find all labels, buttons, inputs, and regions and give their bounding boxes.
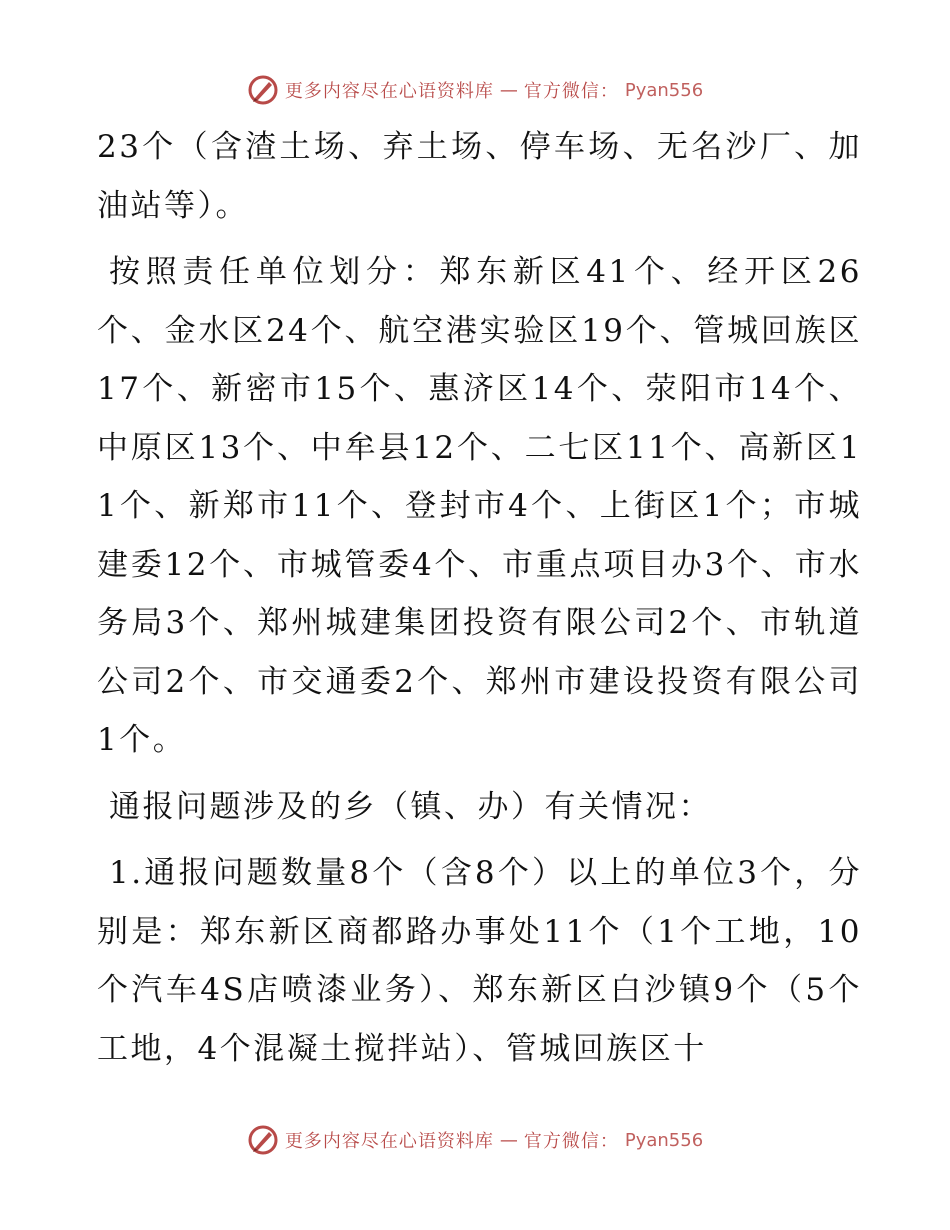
quill-logo-icon xyxy=(247,1124,279,1156)
watermark-text: 更多内容尽在心语资料库 xyxy=(284,81,494,102)
document-body xyxy=(97,118,862,1078)
paragraph-continuation: 23个（含渣土场、弃土场、停车场、无名沙厂、加油站等）。 xyxy=(97,129,862,224)
quill-logo-icon xyxy=(247,74,279,106)
paragraph-township-heading: 通报问题涉及的乡（镇、办）有关情况： xyxy=(109,788,712,825)
watermark-contact-label: 官方微信： xyxy=(523,1131,619,1152)
watermark-separator: — xyxy=(499,1129,518,1151)
watermark-contact-id: Pyan556 xyxy=(624,79,704,101)
watermark-text: 更多内容尽在心语资料库 xyxy=(284,1131,494,1152)
watermark-contact-id: Pyan556 xyxy=(624,1129,704,1151)
paragraph-responsible-units: 按照责任单位划分：郑东新区41个、经开区26个、金水区24个、航空港实验区19个、管城回族区17个、新密市15个、惠济区14个、荥阳市14个、中原区13个、中牟县12个、二七区11个、高新区11个、新郑市11个、登封市4个、上街区1个；市城建委12个、市城管委4个、市重点项目办3个、市水务局3个、郑州城建集团投资有限公司2个、市轨道公司2个、市交通委2个、郑州市建设投资有限公司1个。 xyxy=(97,254,863,758)
header-watermark xyxy=(0,70,950,110)
watermark-contact-label: 官方微信： xyxy=(523,81,619,102)
paragraph-item-1: 1.通报问题数量8个（含8个）以上的单位3个，分别是：郑东新区商都路办事处11个（1个工地，10个汽车4S店喷漆业务）、郑东新区白沙镇9个（5个工地，4个混凝土搅拌站）、管城回族区十 xyxy=(97,855,862,1067)
watermark-separator: — xyxy=(499,79,518,101)
footer-watermark xyxy=(0,1120,950,1160)
